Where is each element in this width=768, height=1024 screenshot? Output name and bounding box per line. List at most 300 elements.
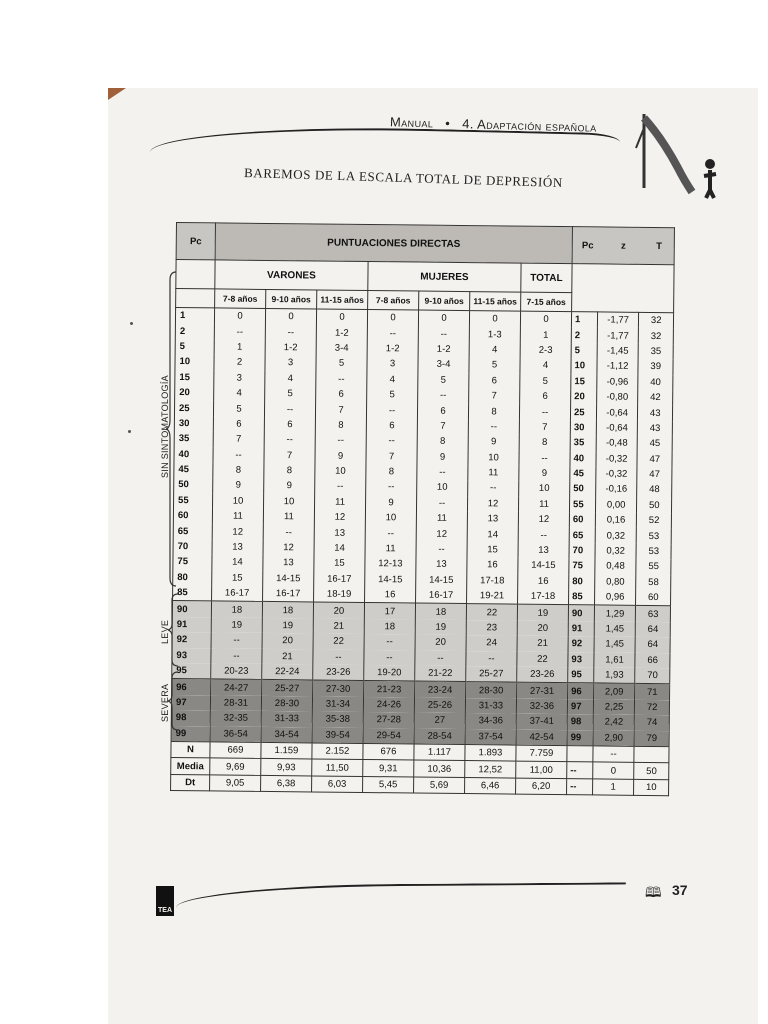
pc-cell: 15 bbox=[175, 370, 214, 386]
t-cell: 39 bbox=[638, 359, 673, 375]
score-cell: 27 bbox=[414, 713, 465, 729]
score-cell: 9 bbox=[417, 449, 468, 465]
score-cell: -- bbox=[366, 433, 417, 449]
score-cell: 7 bbox=[264, 447, 315, 463]
pc2-cell: 25 bbox=[570, 404, 596, 420]
pc2-cell: 5 bbox=[571, 343, 597, 359]
pc-cell: 50 bbox=[174, 477, 213, 493]
score-cell: -- bbox=[364, 650, 415, 666]
score-cell: 31-33 bbox=[465, 698, 516, 714]
t-cell: 40 bbox=[638, 374, 673, 390]
pc-cell: 30 bbox=[174, 416, 213, 432]
t-cell: 47 bbox=[637, 451, 672, 467]
slide-icon bbox=[632, 108, 728, 200]
score-cell: -- bbox=[519, 450, 570, 466]
t-cell: 32 bbox=[639, 312, 674, 328]
score-cell: -- bbox=[315, 433, 366, 449]
t-cell: 79 bbox=[634, 730, 669, 746]
score-cell: 13 bbox=[314, 525, 365, 541]
score-cell: 7 bbox=[417, 418, 468, 434]
stat-cell: 1.117 bbox=[414, 744, 465, 761]
t-cell: 43 bbox=[637, 421, 672, 437]
stat-cell: 9,93 bbox=[261, 759, 312, 776]
score-cell: 8 bbox=[519, 435, 570, 451]
score-cell: 4 bbox=[367, 372, 418, 388]
stat-label: Dt bbox=[171, 774, 210, 791]
pc2-cell: 97 bbox=[567, 699, 593, 715]
score-cell: 7 bbox=[315, 402, 366, 418]
pc-cell: 70 bbox=[173, 539, 212, 555]
pc2-cell: 98 bbox=[567, 714, 593, 730]
score-cell: -- bbox=[316, 371, 367, 387]
pc2-cell: 80 bbox=[569, 574, 595, 590]
pc2-cell: 65 bbox=[569, 528, 595, 544]
pc2-cell: 95 bbox=[568, 667, 594, 683]
score-cell: 24-26 bbox=[363, 697, 414, 713]
score-cell: 19 bbox=[415, 619, 466, 635]
score-cell: 0 bbox=[418, 310, 469, 326]
score-cell: 21-22 bbox=[415, 666, 466, 682]
score-cell: 14-15 bbox=[263, 571, 314, 587]
score-cell: -- bbox=[263, 524, 314, 540]
stat-cell: 9,69 bbox=[210, 758, 261, 775]
pc2-cell: 85 bbox=[569, 589, 595, 605]
z-cell: -1,77 bbox=[597, 312, 638, 328]
pc2-cell: 40 bbox=[570, 451, 596, 467]
tea-logo: TEA bbox=[156, 886, 174, 916]
score-cell: 34-54 bbox=[261, 726, 312, 742]
score-cell: 12 bbox=[263, 540, 314, 556]
pc-cell: 2 bbox=[175, 323, 214, 339]
score-cell: 14 bbox=[212, 555, 263, 571]
score-cell: 10 bbox=[468, 450, 519, 466]
z-cell: 0,48 bbox=[595, 559, 636, 575]
score-cell: 10 bbox=[315, 463, 366, 479]
score-cell: 9 bbox=[365, 495, 416, 511]
score-cell: 20 bbox=[313, 602, 364, 618]
stat-cell: 6,20 bbox=[516, 778, 567, 795]
score-cell: 22 bbox=[466, 604, 517, 620]
score-cell: 22 bbox=[313, 634, 364, 650]
score-cell: -- bbox=[417, 464, 468, 480]
score-cell: 11 bbox=[263, 509, 314, 525]
z-cell: 1,93 bbox=[594, 667, 635, 683]
score-cell: 9 bbox=[519, 466, 570, 482]
score-cell: 21-23 bbox=[364, 681, 415, 697]
age-header: 7-8 años bbox=[215, 289, 266, 309]
stat-pc2-cell: -- bbox=[567, 778, 593, 795]
z-cell: -0,16 bbox=[596, 482, 637, 498]
score-cell: 8 bbox=[213, 462, 264, 478]
pc-cell: 95 bbox=[172, 663, 211, 679]
stat-cell: 1.159 bbox=[261, 742, 312, 759]
score-cell: 11 bbox=[468, 465, 519, 481]
stat-cell: 10,36 bbox=[414, 760, 465, 777]
score-cell: 0 bbox=[214, 308, 265, 324]
z-cell: 1,29 bbox=[594, 605, 635, 621]
score-cell: 3 bbox=[265, 355, 316, 371]
group-mujeres: MUJERES bbox=[368, 262, 521, 293]
score-cell: 19-20 bbox=[364, 665, 415, 681]
score-cell: 28-54 bbox=[414, 728, 465, 744]
pc2-cell: 10 bbox=[571, 358, 597, 374]
score-cell: -- bbox=[468, 480, 519, 496]
pc2-cell: 70 bbox=[569, 543, 595, 559]
group-varones: VARONES bbox=[215, 260, 368, 291]
pc2-cell: 20 bbox=[571, 389, 597, 405]
z-cell: 1,45 bbox=[594, 621, 635, 637]
score-cell: 6 bbox=[520, 389, 571, 405]
score-cell: 13 bbox=[263, 555, 314, 571]
score-cell: 34-36 bbox=[465, 713, 516, 729]
score-cell: 0 bbox=[469, 311, 520, 327]
torn-corner bbox=[108, 88, 126, 100]
z-cell: -0,48 bbox=[596, 436, 637, 452]
z-cell: 2,90 bbox=[593, 730, 634, 746]
score-cell: 8 bbox=[468, 403, 519, 419]
score-cell: 4 bbox=[469, 342, 520, 358]
score-cell: 5 bbox=[265, 386, 316, 402]
pc-cell: 92 bbox=[172, 632, 211, 648]
score-cell: 12 bbox=[212, 524, 263, 540]
score-cell: 4 bbox=[265, 371, 316, 387]
score-cell: 16-17 bbox=[416, 588, 467, 604]
score-cell: 18-19 bbox=[314, 586, 365, 602]
group-label-sin: SIN SINTOMATOLOGÍA bbox=[160, 375, 170, 478]
stat-cell: 676 bbox=[363, 743, 414, 760]
score-cell: -- bbox=[213, 447, 264, 463]
score-cell: 25-27 bbox=[262, 680, 313, 696]
score-cell: 4 bbox=[520, 358, 571, 374]
t-cell: 53 bbox=[636, 544, 671, 560]
score-cell: 16 bbox=[518, 573, 569, 589]
score-cell: 17-18 bbox=[467, 573, 518, 589]
score-cell: 6 bbox=[469, 373, 520, 389]
stat-pc2-cell bbox=[567, 746, 593, 763]
z-cell: -0,64 bbox=[597, 405, 638, 421]
score-cell: 23-26 bbox=[517, 667, 568, 683]
score-cell: 1-2 bbox=[367, 341, 418, 357]
pc2-cell: 60 bbox=[569, 512, 595, 528]
score-cell: 16 bbox=[365, 587, 416, 603]
z-cell: 2,09 bbox=[594, 683, 635, 699]
z-cell: 0,96 bbox=[595, 589, 636, 605]
pc-cell: 80 bbox=[173, 570, 212, 586]
age-header: 11-15 años bbox=[470, 292, 521, 312]
score-cell: 20 bbox=[262, 633, 313, 649]
z-cell: -0,80 bbox=[597, 389, 638, 405]
t-cell: 66 bbox=[635, 652, 670, 668]
score-cell: 37-41 bbox=[516, 714, 567, 730]
score-cell: 8 bbox=[264, 463, 315, 479]
score-cell: 16-17 bbox=[314, 571, 365, 587]
pc-cell: 98 bbox=[171, 710, 210, 726]
t-cell: 71 bbox=[635, 684, 670, 700]
score-cell: 21 bbox=[313, 618, 364, 634]
t-cell: 64 bbox=[635, 637, 670, 653]
t-cell: 47 bbox=[637, 467, 672, 483]
stat-cell: 12,52 bbox=[465, 761, 516, 778]
header-chapter: 4. Adaptación española bbox=[462, 116, 597, 135]
pc2-cell: 92 bbox=[568, 636, 594, 652]
score-cell: 10 bbox=[263, 494, 314, 510]
score-cell: 12 bbox=[467, 496, 518, 512]
right-pc-header bbox=[572, 227, 675, 265]
t-cell: 43 bbox=[638, 405, 673, 421]
pc-cell: 96 bbox=[172, 679, 211, 695]
score-cell: 17-18 bbox=[518, 589, 569, 605]
pc2-cell: 91 bbox=[568, 621, 594, 637]
t-cell: 58 bbox=[636, 574, 671, 590]
pc2-cell: 35 bbox=[570, 435, 596, 451]
z-cell: 0,00 bbox=[596, 497, 637, 513]
score-cell: -- bbox=[313, 649, 364, 665]
pc2-cell: 55 bbox=[569, 497, 595, 513]
score-cell: 14 bbox=[467, 527, 518, 543]
score-cell: 1-2 bbox=[265, 340, 316, 356]
stat-cell: 9,05 bbox=[210, 775, 261, 792]
z-cell: -0,64 bbox=[596, 420, 637, 436]
pc-cell: 10 bbox=[175, 354, 214, 370]
score-cell: 9 bbox=[213, 478, 264, 494]
stat-cell: 11,00 bbox=[516, 761, 567, 778]
pc-cell: 35 bbox=[174, 431, 213, 447]
score-cell: 3-4 bbox=[316, 340, 367, 356]
pc2-cell: 30 bbox=[570, 420, 596, 436]
score-cell: 28-30 bbox=[261, 696, 312, 712]
blank-cell bbox=[572, 264, 675, 313]
stat-pc2-cell: -- bbox=[567, 762, 593, 779]
group-label-leve: LEVE bbox=[160, 619, 170, 644]
score-cell: 13 bbox=[212, 539, 263, 555]
pc2-cell: 15 bbox=[571, 374, 597, 390]
score-cell: 25-26 bbox=[414, 697, 465, 713]
t-cell: 53 bbox=[636, 528, 671, 544]
pc2-cell: 2 bbox=[571, 328, 597, 344]
t-cell: 74 bbox=[634, 715, 669, 731]
score-cell: 10 bbox=[519, 481, 570, 497]
age-header: 11-15 años bbox=[317, 290, 368, 310]
t-cell: 35 bbox=[638, 344, 673, 360]
score-cell: 8 bbox=[366, 464, 417, 480]
table-title: BAREMOS DE LA ESCALA TOTAL DE DEPRESIÓN bbox=[243, 164, 564, 191]
stat-cell: 669 bbox=[210, 742, 261, 759]
pc2-cell: 93 bbox=[568, 652, 594, 668]
stat-t-cell: 10 bbox=[634, 779, 669, 796]
score-cell: 19 bbox=[262, 618, 313, 634]
score-cell: 18 bbox=[364, 619, 415, 635]
score-cell: 10 bbox=[417, 480, 468, 496]
score-cell: 35-38 bbox=[312, 712, 363, 728]
z-cell: 0,16 bbox=[595, 512, 636, 528]
score-cell: 22 bbox=[517, 651, 568, 667]
pc2-cell: 99 bbox=[567, 730, 593, 746]
z-cell: 2,25 bbox=[593, 699, 634, 715]
score-cell: 16 bbox=[467, 557, 518, 573]
stat-cell: 5,45 bbox=[363, 776, 414, 793]
score-cell: 5 bbox=[418, 372, 469, 388]
score-cell: -- bbox=[315, 479, 366, 495]
z-cell: -1,12 bbox=[597, 359, 638, 375]
score-cell: 18 bbox=[211, 601, 262, 617]
pc-cell: 40 bbox=[174, 447, 213, 463]
pc-cell: 99 bbox=[171, 726, 210, 742]
score-cell: 1-2 bbox=[418, 341, 469, 357]
pc2-cell: 75 bbox=[569, 558, 595, 574]
score-cell: 11 bbox=[314, 494, 365, 510]
z-cell: -1,45 bbox=[597, 343, 638, 359]
pc2-cell: 90 bbox=[568, 605, 594, 621]
pc2-cell: 1 bbox=[571, 312, 597, 328]
score-cell: 9 bbox=[264, 478, 315, 494]
pc-cell: 5 bbox=[175, 339, 214, 355]
stat-cell: 1.893 bbox=[465, 744, 516, 761]
score-cell: 14-15 bbox=[365, 572, 416, 588]
stat-cell: 2.152 bbox=[312, 743, 363, 760]
score-cell: -- bbox=[418, 387, 469, 403]
pc2-cell: 45 bbox=[570, 466, 596, 482]
score-cell: 13 bbox=[416, 557, 467, 573]
t-cell: 32 bbox=[638, 328, 673, 344]
right-pc-label: Pc bbox=[581, 239, 594, 251]
score-cell: 32-35 bbox=[210, 711, 261, 727]
score-cell: 12 bbox=[518, 512, 569, 528]
score-cell: 10 bbox=[365, 510, 416, 526]
score-cell: 14-15 bbox=[416, 572, 467, 588]
score-cell: 7 bbox=[469, 388, 520, 404]
score-cell: 5 bbox=[213, 401, 264, 417]
score-cell: 8 bbox=[417, 434, 468, 450]
score-cell: 6 bbox=[213, 416, 264, 432]
score-cell: 20 bbox=[415, 635, 466, 651]
stat-cell: 6,38 bbox=[261, 775, 312, 792]
stat-cell: 5,69 bbox=[414, 777, 465, 794]
score-cell: 42-54 bbox=[516, 729, 567, 745]
pc-cell: 45 bbox=[174, 462, 213, 478]
score-cell: 8 bbox=[315, 417, 366, 433]
stat-t-cell: 50 bbox=[634, 763, 669, 780]
score-cell: 0 bbox=[316, 309, 367, 325]
z-cell: -0,32 bbox=[596, 451, 637, 467]
score-cell: 28-31 bbox=[210, 695, 261, 711]
score-cell: -- bbox=[265, 324, 316, 340]
score-cell: -- bbox=[365, 525, 416, 541]
t-cell: 64 bbox=[635, 622, 670, 638]
score-cell: 11 bbox=[365, 541, 416, 557]
z-cell: -0,96 bbox=[597, 374, 638, 390]
score-cell: 0 bbox=[265, 308, 316, 324]
score-cell: 5 bbox=[469, 357, 520, 373]
stat-label: Media bbox=[171, 758, 210, 775]
pc-header: Pc bbox=[176, 223, 215, 260]
z-cell: 2,42 bbox=[593, 715, 634, 731]
score-cell: 20-23 bbox=[211, 663, 262, 679]
score-cell: 16-17 bbox=[263, 586, 314, 602]
score-cell: 7 bbox=[519, 419, 570, 435]
stat-cell: 6,46 bbox=[465, 777, 516, 794]
score-cell: 31-34 bbox=[312, 696, 363, 712]
score-cell: 15 bbox=[314, 556, 365, 572]
z-cell: 0,32 bbox=[595, 528, 636, 544]
score-cell: 6 bbox=[316, 386, 367, 402]
norms-table-wrapper bbox=[170, 222, 675, 796]
t-label: T bbox=[656, 240, 663, 252]
score-cell: 25-27 bbox=[466, 666, 517, 682]
score-cell: 19 bbox=[517, 605, 568, 621]
score-cell: 17 bbox=[364, 603, 415, 619]
score-cell: 3 bbox=[367, 356, 418, 372]
stat-cell: 7.759 bbox=[516, 745, 567, 762]
score-cell: 11 bbox=[518, 496, 569, 512]
t-cell: 72 bbox=[635, 700, 670, 716]
score-cell: 16-17 bbox=[212, 585, 263, 601]
pc2-cell: 50 bbox=[570, 481, 596, 497]
t-cell: 45 bbox=[637, 436, 672, 452]
score-cell: -- bbox=[416, 495, 467, 511]
score-cell: 7 bbox=[213, 432, 264, 448]
score-cell: 21 bbox=[262, 649, 313, 665]
t-cell: 52 bbox=[636, 513, 671, 529]
norms-table bbox=[170, 222, 675, 796]
score-cell: 12-13 bbox=[365, 556, 416, 572]
score-cell: 2-3 bbox=[520, 342, 571, 358]
pc-cell: 90 bbox=[172, 601, 211, 617]
speck bbox=[130, 322, 133, 325]
score-cell: -- bbox=[466, 651, 517, 667]
z-cell: -1,77 bbox=[597, 328, 638, 344]
score-cell: 1 bbox=[520, 327, 571, 343]
t-cell: 42 bbox=[638, 390, 673, 406]
score-cell: 31-33 bbox=[261, 711, 312, 727]
score-cell: 1 bbox=[214, 339, 265, 355]
score-cell: -- bbox=[364, 634, 415, 650]
score-cell: 24 bbox=[466, 635, 517, 651]
pc-cell: 93 bbox=[172, 648, 211, 664]
age-header: 9-10 años bbox=[419, 291, 470, 311]
score-cell: 19 bbox=[211, 617, 262, 633]
score-cell: 39-54 bbox=[312, 727, 363, 743]
pc-cell: 97 bbox=[171, 695, 210, 711]
score-cell: 9 bbox=[468, 434, 519, 450]
score-cell: -- bbox=[519, 404, 570, 420]
score-cell: 36-54 bbox=[210, 726, 261, 742]
score-cell: 5 bbox=[316, 356, 367, 372]
stat-t-cell bbox=[634, 746, 669, 763]
score-cell: -- bbox=[211, 633, 262, 649]
pc-cell: 20 bbox=[175, 385, 214, 401]
age-header: 7-8 años bbox=[368, 291, 419, 311]
z-cell: 1,61 bbox=[594, 652, 635, 668]
t-cell: 63 bbox=[636, 606, 671, 622]
age-header: 9-10 años bbox=[266, 289, 317, 309]
score-cell: 0 bbox=[367, 310, 418, 326]
group-total: TOTAL bbox=[521, 263, 572, 293]
score-cell: 15 bbox=[467, 542, 518, 558]
score-cell: 14-15 bbox=[518, 558, 569, 574]
score-cell: 13 bbox=[518, 542, 569, 558]
pc-cell: 75 bbox=[173, 554, 212, 570]
score-cell: 23 bbox=[466, 620, 517, 636]
score-cell: 22-24 bbox=[262, 664, 313, 680]
stat-cell: 6,03 bbox=[312, 776, 363, 793]
main-header: PUNTUACIONES DIRECTAS bbox=[215, 223, 572, 264]
score-cell: 24-27 bbox=[211, 679, 262, 695]
score-cell: -- bbox=[518, 527, 569, 543]
pc-cell: 25 bbox=[174, 400, 213, 416]
score-cell: 14 bbox=[314, 540, 365, 556]
score-cell: 13 bbox=[467, 511, 518, 527]
score-cell: 27-30 bbox=[313, 680, 364, 696]
